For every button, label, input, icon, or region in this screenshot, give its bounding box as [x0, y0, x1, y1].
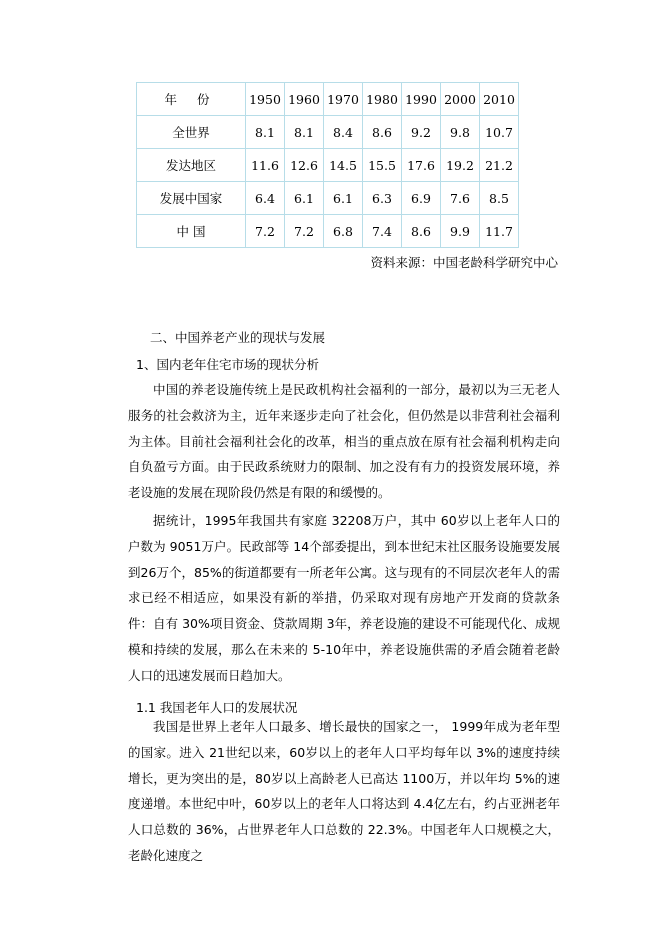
- body-paragraph: 中国的养老设施传统上是民政机构社会福利的一部分，最初以为三无老人服务的社会救济为主，近年来逐步走向了社会化，但仍然是以非营利社会福利为主体。目前社会福利社会化的改革，相当的重点放在原有社会福利机构走向自负盈亏方面。由于民政系统财力的限制、加之没有有力的投资发展环境，养老设施的发展在现阶段仍然是有限的和缓慢的。: [128, 382, 560, 501]
- value-cell: 8.6: [363, 116, 402, 149]
- value-cell: 8.5: [480, 182, 519, 215]
- table-row: [137, 182, 519, 215]
- value-cell: 7.6: [441, 182, 480, 215]
- value-cell: 7.2: [285, 215, 324, 248]
- year-cell: 1990: [402, 83, 441, 116]
- value-cell: 8.4: [324, 116, 363, 149]
- value-cell: 6.3: [363, 182, 402, 215]
- table-row: [137, 215, 519, 248]
- year-cell: 2000: [441, 83, 480, 116]
- value-cell: 14.5: [324, 149, 363, 182]
- value-cell: 11.6: [246, 149, 285, 182]
- value-cell: 7.2: [246, 215, 285, 248]
- body-paragraph: 据统计，1995年我国共有家庭 32208万户，其中 60岁以上老年人口的户数为 9051万户。民政部等 14个部委提出，到本世纪末社区服务设施要发展到26万个，85%的街道都要有一所老年公寓。这与现有的不同层次老年人的需求已经不相适应，如果没有新的举措，仍采取对现有房地产开发商的贷款条件：自有 30%项目资金、贷款周期 3年，养老设施的建设不可能现代化、成规模和持续的发展，那么在未来的 5-10年中，养老设施供需的矛盾会随着老龄人口的迅速发展而日趋加大。: [128, 513, 560, 683]
- value-cell: 10.7: [480, 116, 519, 149]
- value-cell: 9.2: [402, 116, 441, 149]
- subsection-heading: 1、国内老年住宅市场的现状分析: [136, 357, 319, 372]
- value-cell: 9.8: [441, 116, 480, 149]
- value-cell: 6.9: [402, 182, 441, 215]
- year-cell: 1960: [285, 83, 324, 116]
- subsection-heading-2: 1.1 我国老年人口的发展状况: [136, 700, 298, 715]
- aging-ratio-table: [136, 82, 519, 248]
- value-cell: 6.1: [324, 182, 363, 215]
- value-cell: 7.4: [363, 215, 402, 248]
- value-cell: 12.6: [285, 149, 324, 182]
- value-cell: 8.6: [402, 215, 441, 248]
- row-label: 发达地区: [137, 149, 246, 182]
- table-header-row: [137, 83, 519, 116]
- table-row: [137, 116, 519, 149]
- value-cell: 21.2: [480, 149, 519, 182]
- header-label: 年 份: [137, 83, 246, 116]
- year-cell: 1950: [246, 83, 285, 116]
- value-cell: 15.5: [363, 149, 402, 182]
- year-cell: 1970: [324, 83, 363, 116]
- value-cell: 6.8: [324, 215, 363, 248]
- row-label: 全世界: [137, 116, 246, 149]
- year-cell: 2010: [480, 83, 519, 116]
- value-cell: 8.1: [285, 116, 324, 149]
- year-cell: 1980: [363, 83, 402, 116]
- table-row: [137, 149, 519, 182]
- value-cell: 19.2: [441, 149, 480, 182]
- value-cell: 6.1: [285, 182, 324, 215]
- table-source-note: 资料来源：中国老龄科学研究中心: [370, 255, 558, 270]
- value-cell: 17.6: [402, 149, 441, 182]
- value-cell: 6.4: [246, 182, 285, 215]
- value-cell: 8.1: [246, 116, 285, 149]
- value-cell: 11.7: [480, 215, 519, 248]
- section-heading: 二、中国养老产业的现状与发展: [150, 330, 326, 345]
- row-label: 中 国: [137, 215, 246, 248]
- body-paragraph: 我国是世界上老年人口最多、增长最快的国家之一， 1999年成为老年型的国家。进入 21世纪以来，60岁以上的老年人口平均每年以 3%的速度持续增长，更为突出的是，80岁以上高龄老人已高达 1100万，并以年均 5%的速度递增。本世纪中叶，60岁以上的老年人口将达到 4.4亿左右，约占亚洲老年人口总数的 36%，占世界老年人口总数的 22.3%。中国老年人口规模之大，老龄化速度之: [128, 719, 560, 863]
- row-label: 发展中国家: [137, 182, 246, 215]
- value-cell: 9.9: [441, 215, 480, 248]
